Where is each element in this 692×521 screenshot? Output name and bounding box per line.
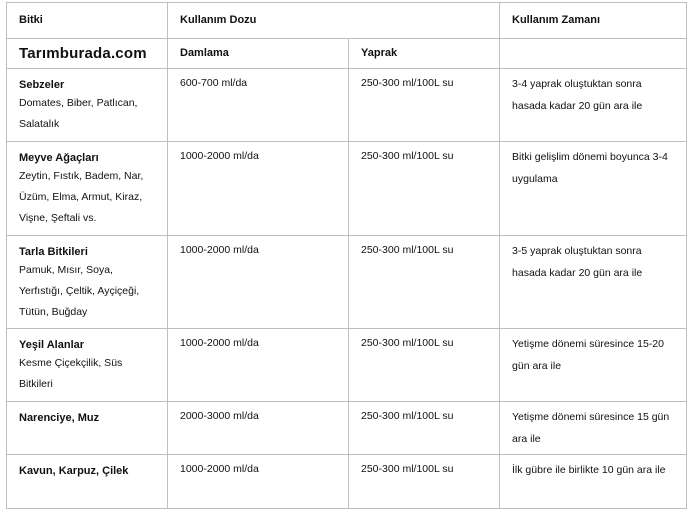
drip-cell [168,69,349,142]
usage-time: Yetişme dönemi süresince 15 gün ara ile [512,411,670,445]
usage-time: 3-4 yaprak oluştuktan sonra hasada kadar 20 gün ara ile [512,78,643,112]
plant-examples: Pamuk, Mısır, Soya, Yerfıstığı, Çeltik, Ayçiçeği, Tütün, Buğday [19,264,140,318]
header-time: Kullanım Zamanı [500,3,687,39]
plant-examples: Domates, Biber, Patlıcan, Salatalık [19,97,138,130]
usage-time: Yetişme dönemi süresince 15-20 gün ara ile [512,338,664,372]
plant-cell [7,329,168,402]
table-row [7,455,687,509]
table-row [7,69,687,142]
leaf-cell [349,455,500,509]
leaf-dose: 250-300 ml/100L su [361,150,454,162]
leaf-dose: 250-300 ml/100L su [361,463,454,475]
leaf-cell [349,402,500,455]
table-row [7,236,687,329]
drip-dose: 2000-3000 ml/da [180,410,259,422]
drip-cell [168,142,349,236]
usage-time: İlk gübre ile birlikte 10 gün ara ile [512,464,666,476]
header-dose: Kullanım Dozu [168,3,500,39]
leaf-cell [349,329,500,402]
drip-dose: 1000-2000 ml/da [180,244,259,256]
drip-cell [168,329,349,402]
drip-dose: 1000-2000 ml/da [180,150,259,162]
usage-time: Bitki gelişlim dönemi boyunca 3-4 uygulama [512,151,668,185]
subheader-row [7,39,687,69]
time-cell [500,142,687,236]
plant-cell [7,69,168,142]
usage-time: 3-5 yaprak oluştuktan sonra hasada kadar 20 gün ara ile [512,245,643,279]
table-row [7,329,687,402]
leaf-dose: 250-300 ml/100L su [361,244,454,256]
drip-dose: 600-700 ml/da [180,77,248,89]
plant-name: Meyve Ağaçları [19,152,99,164]
drip-cell [168,236,349,329]
brand-watermark: Tarımburada.com [19,45,147,62]
subheader-empty [500,39,687,69]
leaf-cell [349,142,500,236]
plant-name: Narenciye, Muz [19,412,100,424]
time-cell [500,402,687,455]
header-row [7,3,687,39]
subheader-leaf: Yaprak [349,39,500,69]
dosage-table [6,2,687,509]
drip-dose: 1000-2000 ml/da [180,337,259,349]
plant-cell [7,402,168,455]
leaf-cell [349,69,500,142]
plant-cell [7,236,168,329]
time-cell [500,236,687,329]
leaf-cell [349,236,500,329]
plant-cell [7,142,168,236]
brand-cell [7,39,168,69]
subheader-drip: Damlama [168,39,349,69]
leaf-dose: 250-300 ml/100L su [361,77,454,89]
header-plant: Bitki [7,3,168,39]
table-row [7,402,687,455]
drip-cell [168,402,349,455]
plant-cell [7,455,168,509]
plant-name: Tarla Bitkileri [19,246,88,258]
drip-dose: 1000-2000 ml/da [180,463,259,475]
time-cell [500,329,687,402]
plant-examples: Kesme Çiçekçilik, Süs Bitkileri [19,357,123,390]
time-cell [500,69,687,142]
leaf-dose: 250-300 ml/100L su [361,410,454,422]
table-row [7,142,687,236]
plant-examples: Zeytin, Fıstık, Badem, Nar, Üzüm, Elma, Armut, Kiraz, Vişne, Şeftali vs. [19,170,144,224]
plant-name: Sebzeler [19,79,65,91]
leaf-dose: 250-300 ml/100L su [361,337,454,349]
drip-cell [168,455,349,509]
plant-name: Kavun, Karpuz, Çilek [19,465,129,477]
time-cell [500,455,687,509]
plant-name: Yeşil Alanlar [19,339,85,351]
